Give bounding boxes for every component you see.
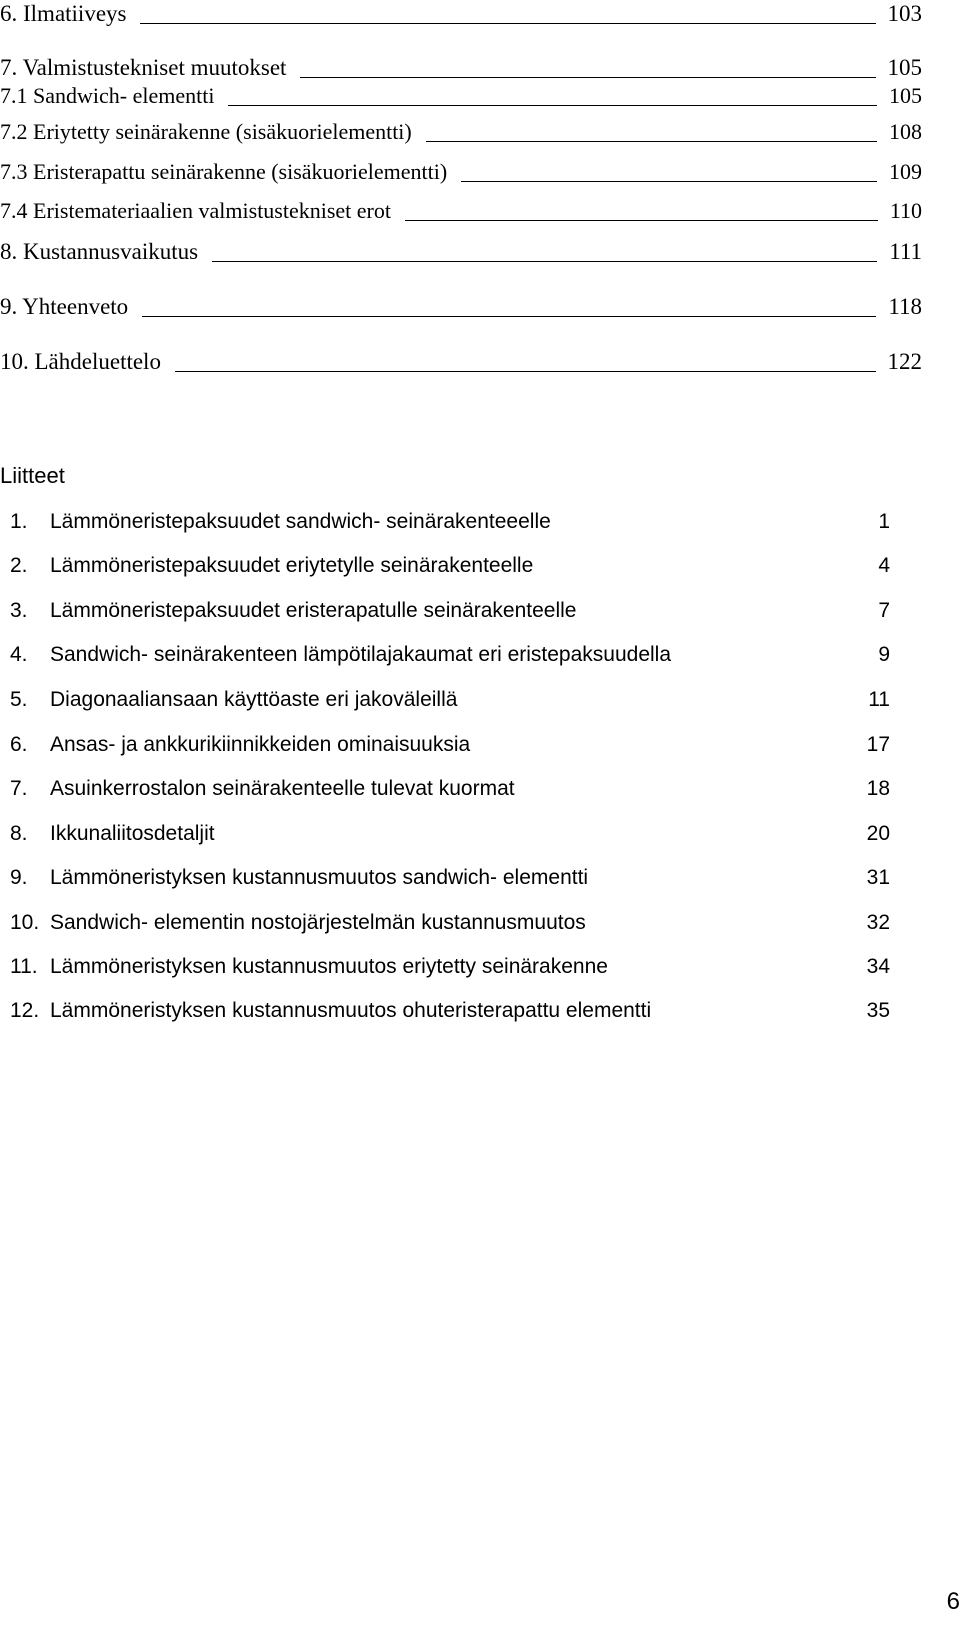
toc-entry-page: 103 <box>887 1 922 26</box>
leader-line <box>175 371 876 372</box>
toc-entry-page: 118 <box>888 294 922 319</box>
toc-entry-label: 7.1 Sandwich- elementti <box>0 83 215 108</box>
leader-line <box>461 181 877 182</box>
appendix-page: 11 <box>868 688 890 711</box>
toc-entry-page: 122 <box>887 349 922 374</box>
appendix-page: 34 <box>866 955 890 978</box>
appendix-page: 31 <box>866 866 890 889</box>
toc-entry-label: 6. Ilmatiiveys <box>0 1 127 26</box>
toc-entry-7-1 <box>0 82 922 110</box>
appendix-entry <box>10 820 890 848</box>
appendix-page: 17 <box>866 733 890 756</box>
appendix-title: Lämmöneristyksen kustannusmuutos ohuteristerapattu elementti <box>50 999 652 1022</box>
appendix-page: 20 <box>866 822 890 845</box>
appendix-title: Lämmöneristyksen kustannusmuutos eriytetty seinärakenne <box>50 955 608 978</box>
appendix-entry <box>10 731 890 759</box>
appendix-number: 2. <box>10 554 28 577</box>
toc-entry-label: 7.3 Eristerapattu seinärakenne (sisäkuorielementti) <box>0 159 448 184</box>
appendix-page: 9 <box>878 643 890 666</box>
toc-entry-7-3 <box>0 158 922 186</box>
appendix-title: Lämmöneristyksen kustannusmuutos sandwich- elementti <box>50 866 589 889</box>
appendix-entry <box>10 641 890 669</box>
appendix-entry <box>10 953 890 981</box>
appendix-title: Lämmöneristepaksuudet sandwich- seinärakenteeelle <box>50 510 551 533</box>
leader-line <box>212 261 877 262</box>
leader-line <box>300 77 875 78</box>
appendix-entry <box>10 909 890 937</box>
toc-entry-page: 108 <box>889 119 922 144</box>
toc-entry-label: 8. Kustannusvaikutus <box>0 239 199 264</box>
appendix-number: 10. <box>10 911 40 934</box>
appendix-page: 18 <box>866 777 890 800</box>
appendix-title: Sandwich- seinärakenteen lämpötilajakaumat eri eristepaksuudella <box>50 643 672 666</box>
appendix-entry <box>10 552 890 580</box>
appendix-number: 9. <box>10 866 28 889</box>
appendix-number: 4. <box>10 643 28 666</box>
appendix-title: Lämmöneristepaksuudet eriytetylle seinärakenteelle <box>50 554 534 577</box>
appendix-title: Diagonaaliansaan käyttöaste eri jakoväleillä <box>50 688 458 711</box>
appendices-heading: Liitteet <box>0 463 65 488</box>
leader-line <box>426 141 877 142</box>
appendix-page: 7 <box>878 599 890 622</box>
appendix-page: 4 <box>878 554 890 577</box>
appendix-title: Sandwich- elementin nostojärjestelmän kustannusmuutos <box>50 911 586 934</box>
appendix-entry <box>10 597 890 625</box>
toc-entry-label: 7.2 Eriytetty seinärakenne (sisäkuorielementti) <box>0 119 412 144</box>
appendix-number: 7. <box>10 777 28 800</box>
appendix-page: 1 <box>878 510 890 533</box>
appendix-number: 6. <box>10 733 28 756</box>
appendix-number: 5. <box>10 688 28 711</box>
appendix-entry <box>10 508 890 536</box>
toc-entry-page: 109 <box>889 159 922 184</box>
toc-entry-label: 10. Lähdeluettelo <box>0 349 161 374</box>
appendix-number: 1. <box>10 510 28 533</box>
appendix-entry <box>10 686 890 714</box>
leader-line <box>228 105 877 106</box>
appendix-number: 3. <box>10 599 28 622</box>
appendix-entry <box>10 997 890 1025</box>
toc-entry-page: 111 <box>889 239 922 264</box>
toc-entry-page: 105 <box>887 55 922 80</box>
appendix-number: 11. <box>10 955 38 978</box>
appendix-number: 12. <box>10 999 40 1022</box>
appendix-title: Ikkunaliitosdetaljit <box>50 822 215 845</box>
appendix-title: Asuinkerrostalon seinärakenteelle tulevat kuormat <box>50 777 515 800</box>
leader-line <box>405 220 878 221</box>
leader-line <box>142 316 876 317</box>
toc-entry-7-4 <box>0 197 922 225</box>
toc-entry-page: 110 <box>889 198 922 223</box>
toc-entry-7 <box>0 54 922 82</box>
appendix-entry <box>10 775 890 803</box>
appendix-page: 35 <box>866 999 890 1022</box>
toc-entry-6 <box>0 0 922 28</box>
appendix-title: Ansas- ja ankkurikiinnikkeiden ominaisuuksia <box>50 733 471 756</box>
appendix-page: 32 <box>866 911 890 934</box>
appendix-number: 8. <box>10 822 28 845</box>
toc-entry-9 <box>0 293 922 321</box>
toc-entry-8 <box>0 238 922 266</box>
toc-entry-10 <box>0 348 922 376</box>
toc-entry-label: 9. Yhteenveto <box>0 294 129 319</box>
appendix-entry <box>10 864 890 892</box>
leader-line <box>140 23 875 24</box>
toc-entry-label: 7.4 Eristemateriaalien valmistustekniset erot <box>0 198 391 223</box>
appendix-title: Lämmöneristepaksuudet eristerapatulle seinärakenteelle <box>50 599 577 622</box>
toc-entry-label: 7. Valmistustekniset muutokset <box>0 55 287 80</box>
toc-entry-page: 105 <box>889 83 922 108</box>
page-number: 6 <box>946 1588 960 1615</box>
toc-entry-7-2 <box>0 118 922 146</box>
